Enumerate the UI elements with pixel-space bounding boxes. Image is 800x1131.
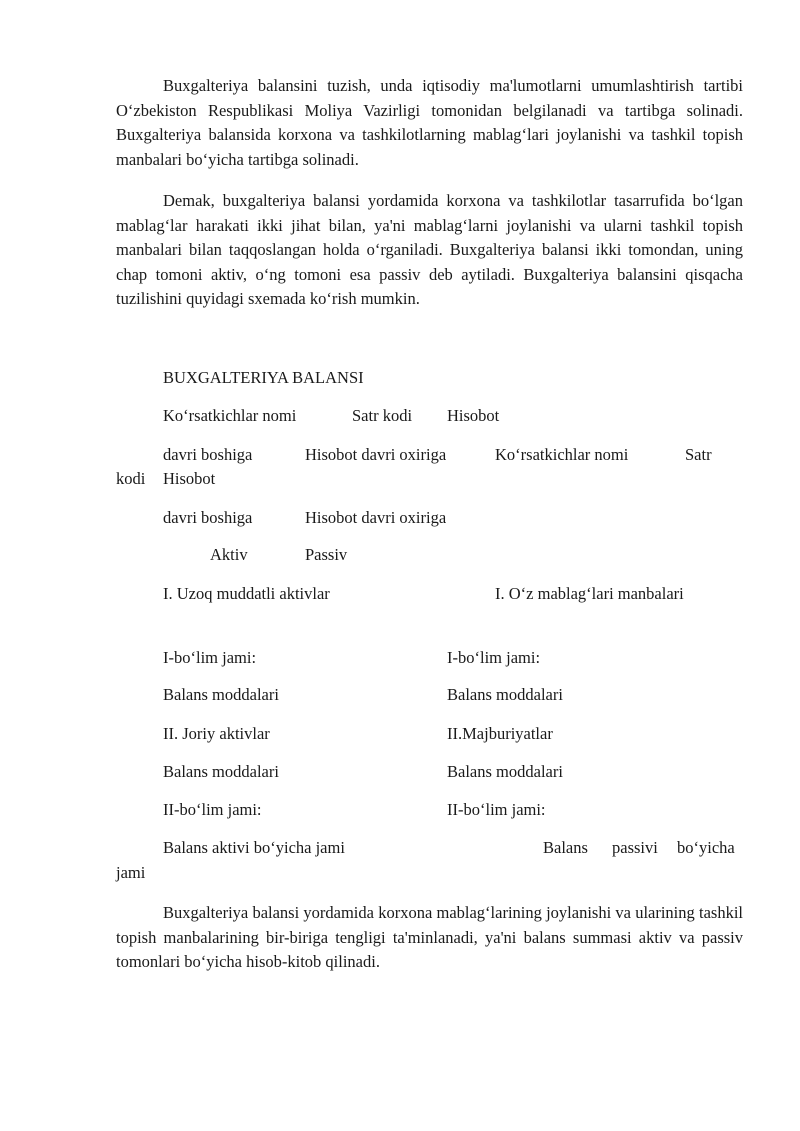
header-line-code: Satr kodi [352,406,413,425]
right-grand-total-word-4: jami [116,863,146,882]
passiv-label: Passiv [305,545,348,564]
left-section-2: II. Joriy aktivlar [163,724,270,743]
header-period-start: davri boshiga [163,445,253,464]
header-line-code-right: Satr [685,445,712,464]
right-section-2: II.Majburiyatlar [447,724,553,743]
right-section-1: I. O‘z mablag‘lari manbalari [495,584,684,603]
header-period-end: Hisobot davri oxiriga [305,445,447,464]
paragraph-conclusion: Buxgalteriya balansi yordamida korxona mablag‘larining joylanishi va ularining tashkil topish manbalarining bir-biriga tengligi ta'minlanadi, ya'ni balans summasi aktiv va passiv tomonlari bo‘yicha hisob-kitob qilinadi. [116,903,743,971]
right-total-2: II-bo‘lim jami: [447,800,546,819]
header-period-end-right: Hisobot davri oxiriga [305,508,447,527]
paragraph-intro: Buxgalteriya balansini tuzish, unda iqtisodiy ma'lumotlarni umumlashtirish tartibi O‘zbekiston Respublikasi Moliya Vazirligi tomonidan belgilanadi va tartibga solinadi. Buxgalteriya balansida korxona va tashkilotlarning mablag‘lari joylanishi va tashkil topish manbalari bo‘yicha tartibga solinadi. [116,76,743,169]
right-items-2: Balans moddalari [447,762,563,781]
header-report: Hisobot [447,406,500,425]
right-items-1: Balans moddalari [447,685,563,704]
paragraph-balance-description: Demak, buxgalteriya balansi yordamida korxona va tashkilotlar tasarrufida bo‘lgan mablag‘lar harakati ikki jihat bilan, ya'ni mablag‘larni joylanishi va ularni tashkil topish manbalari bilan taqqoslangan holda o‘rganiladi. Buxgalteriya balansi ikki tomondan, uning chap tomoni aktiv, o‘ng tomoni esa passiv deb aytiladi. Buxgalteriya balansini qisqacha tuzilishini quyidagi sxemada ko‘rish mumkin. [116,191,743,308]
right-grand-total-word-3: bo‘yicha [677,838,735,857]
right-grand-total-word-2: passivi [612,838,658,857]
balance-title: BUXGALTERIYA BALANSI [163,368,364,387]
header-indicator-name-right: Ko‘rsatkichlar nomi [495,445,629,464]
left-items-2: Balans moddalari [163,762,279,781]
header-period-start-right: davri boshiga [163,508,253,527]
left-grand-total: Balans aktivi bo‘yicha jami [163,838,345,857]
header-indicator-name: Ko‘rsatkichlar nomi [163,406,297,425]
header-report-right: Hisobot [163,469,216,488]
left-section-1: I. Uzoq muddatli aktivlar [163,584,330,603]
left-total-2: II-bo‘lim jami: [163,800,262,819]
right-grand-total-word-1: Balans [543,838,588,857]
left-items-1: Balans moddalari [163,685,279,704]
left-total-1: I-bo‘lim jami: [163,648,257,667]
header-line-code-right-cont: kodi [116,469,146,488]
right-total-1: I-bo‘lim jami: [447,648,541,667]
aktiv-label: Aktiv [210,545,248,564]
